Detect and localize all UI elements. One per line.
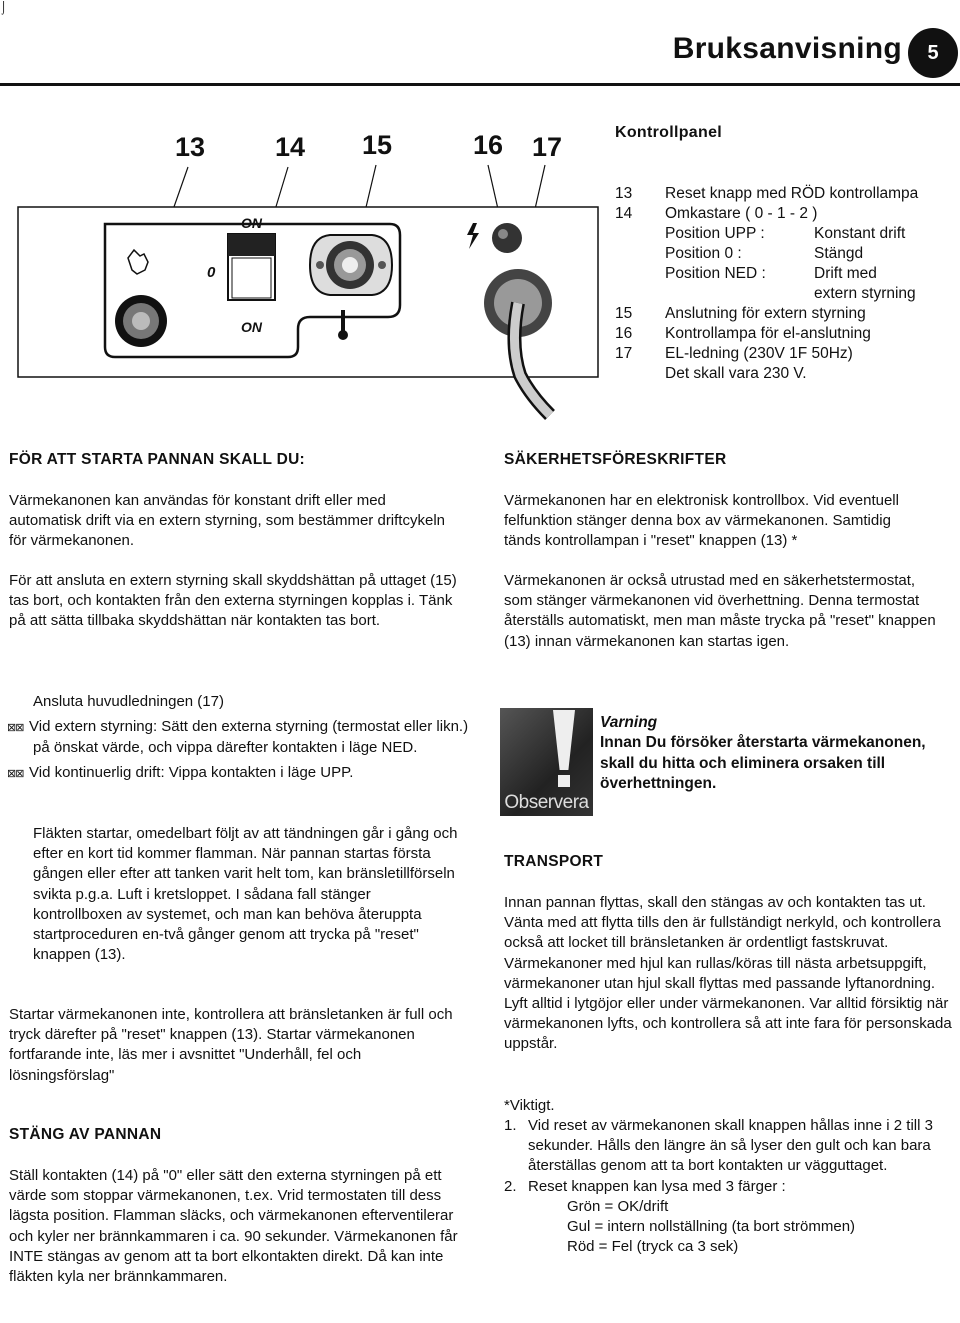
legend-value: Konstant drift xyxy=(814,225,906,242)
list-item: ⊠⊠ Vid extern styrning: Sätt den externa styrning (termostat eller likn.) på önskat värde, och vippa därefter kontakten i läge NED. xyxy=(7,718,469,757)
exclamation-icon xyxy=(553,710,575,788)
color-item: Röd = Fel (tryck ca 3 sek) xyxy=(567,1238,739,1256)
power-lamp-illustration xyxy=(492,223,522,253)
legend-item: Position NED : xyxy=(665,265,766,282)
note-title: *Viktigt. xyxy=(504,1097,555,1114)
header xyxy=(0,24,960,84)
note-list xyxy=(504,1116,960,1257)
legend-item: Det skall vara 230 V. xyxy=(665,365,807,382)
legend-item: 13 Reset knapp med RÖD kontrollampa xyxy=(615,185,919,202)
switch-zero-label: 0 xyxy=(207,264,216,281)
transport-paragraph: Innan pannan flyttas, skall den stängas av och kontakten tas ut. Vänta med att flytta tills den är fullständigt nerkyld, och kontrollera också att locket till bränsletanken är ordentligt fastskruvat. Värmekanoner med hjul kan rullas/köras till nästa arbetsuppgift, värmekanoner utan hjul skall flyttas med passande lyftanordning. Lyft alltid i lytgöjor eller under värmekanonen. Var alltid försiktig när värmekanonen lyfts, och kontrollera så att inte fara för personskada uppstår. xyxy=(504,894,952,1053)
list-item: ⊠⊠ Vid kontinuerlig drift: Vippa kontakten i läge UPP. xyxy=(33,763,473,784)
legend-item: 15 Anslutning för extern styrning xyxy=(615,305,866,322)
panel-label-17: 17 xyxy=(532,132,563,162)
panel-label-15: 15 xyxy=(362,130,393,160)
page-title: Bruksanvisning xyxy=(672,32,902,65)
list-item: 1. Vid reset av värmekanonen skall knappen hållas inne i 2 till 3 sekunder. Hålls den längre än så lyser den gult och kan bara återställas genom att ta bort kontakten ur vägguttaget. xyxy=(504,1117,933,1175)
page-number-badge xyxy=(908,28,958,78)
warning-title: Varning xyxy=(600,714,658,731)
warning-text: Innan Du försöker återstarta värmekanonen, skall du hitta och eliminera orsaken till överhettningen. xyxy=(600,734,926,792)
corner-mark: ⌡ xyxy=(0,0,8,14)
legend-value: extern styrning xyxy=(814,285,916,302)
observera-sign xyxy=(500,708,593,816)
safety-paragraph-1: Värmekanonen har en elektronisk kontrollbox. Vid eventuell felfunktion stänger denna box av värmekanonen. Samtidig tänds kontrollampan i "reset" knappen (13) * xyxy=(504,492,899,550)
connect-bullets xyxy=(7,717,473,785)
header-rule xyxy=(0,83,960,86)
start-paragraph-1: Värmekanonen kan användas för konstant drift eller med automatisk drift via en extern styrning, som bestämmer driftcykeln för värmekanonen. xyxy=(9,492,445,550)
transport-heading: TRANSPORT xyxy=(504,853,604,870)
legend-value: Stängd xyxy=(814,245,864,262)
start-paragraph-2: För att ansluta en extern styrning skall skyddshättan på uttaget (15) tas bort, och kontakten från den externa styrningen kopplas i. Tänk på att sätta tillbaka skyddshättan när kontakten tas bort. xyxy=(9,572,457,630)
checkbox-icon: ⊠⊠ xyxy=(7,722,24,734)
legend-item: 16 Kontrollampa för el-anslutning xyxy=(615,325,871,342)
color-item: Gul = intern nollställning (ta bort strömmen) xyxy=(567,1218,856,1236)
restart-paragraph: Startar värmekanonen inte, kontrollera att bränsletanken är full och tryck därefter på "reset" knappen (13). Startar värmekanonen fortfarande inte, läs mer i avsnittet "Underhåll, fel och lösningsförslag" xyxy=(9,1006,453,1084)
reset-button-illustration xyxy=(115,295,167,347)
warning-block xyxy=(600,713,940,794)
panel-label-16: 16 xyxy=(473,130,504,160)
socket-illustration xyxy=(310,235,392,295)
panel-label-14: 14 xyxy=(275,132,306,162)
stop-heading: STÄNG AV PANNAN xyxy=(9,1126,162,1143)
control-panel-illustration xyxy=(10,125,610,425)
color-item: Grön = OK/drift xyxy=(567,1197,669,1215)
legend-item: 17 EL-ledning (230V 1F 50Hz) xyxy=(615,345,853,362)
legend-value: Drift med xyxy=(814,265,877,282)
switch-on-bottom-label: ON xyxy=(241,319,262,335)
switch-on-top-label: ON xyxy=(241,215,262,231)
legend-item: 14 Omkastare ( 0 - 1 - 2 ) xyxy=(615,205,818,222)
color-list xyxy=(504,1197,960,1258)
observera-label: Observera xyxy=(504,792,589,813)
legend-item: Position 0 : xyxy=(665,245,742,262)
legend-item: Position UPP : xyxy=(665,225,765,242)
page-number: 5 xyxy=(927,42,939,64)
start-heading: FÖR ATT STARTA PANNAN SKALL DU: xyxy=(9,451,306,468)
safety-heading: SÄKERHETSFÖRESKRIFTER xyxy=(504,451,727,468)
panel-label-13: 13 xyxy=(175,132,206,162)
stop-paragraph: Ställ kontakten (14) på "0" eller sätt den externa styrningen på ett värde som stoppar värmekanonen, t.ex. Vrid termostaten till dess lägsta position. Flamman släcks, och värmekanonen efterventilerar och kyler ner brännkammaren i ca. 90 sekunder. Värmekanonen får INTE stängas av genom att ta bort elkontakten direkt. Då kan inte fläkten kyla ner brännkammaren. xyxy=(9,1167,458,1286)
legend-title: Kontrollpanel xyxy=(615,124,723,141)
safety-paragraph-2: Värmekanonen är också utrustad med en säkerhetstermostat, som stänger värmekanonen vid överhettning. Denna termostat återställs automatiskt, men man måste trycka på "reset" knappen (13) innan värmekanonen kan startas igen. xyxy=(504,572,936,650)
fan-paragraph: Fläkten startar, omedelbart följt av att tändningen går i gång och efter en kort tid kommer flamman. När pannan startas första gången eller efter att tanken varit helt tom, kan bränsletillförseln svikta p.g.a. Luft i kretsloppet. I sådana fall stänger kontrollboxen av systemet, och man kan behöva återuppta startproceduren en-två gånger genom att trycka på "reset" knappen (13). xyxy=(33,825,458,964)
connect-title: Ansluta huvudledningen (17) xyxy=(33,693,224,710)
list-item: 2. Reset knappen kan lysa med 3 färger : xyxy=(504,1177,786,1195)
checkbox-icon: ⊠⊠ xyxy=(7,768,24,781)
